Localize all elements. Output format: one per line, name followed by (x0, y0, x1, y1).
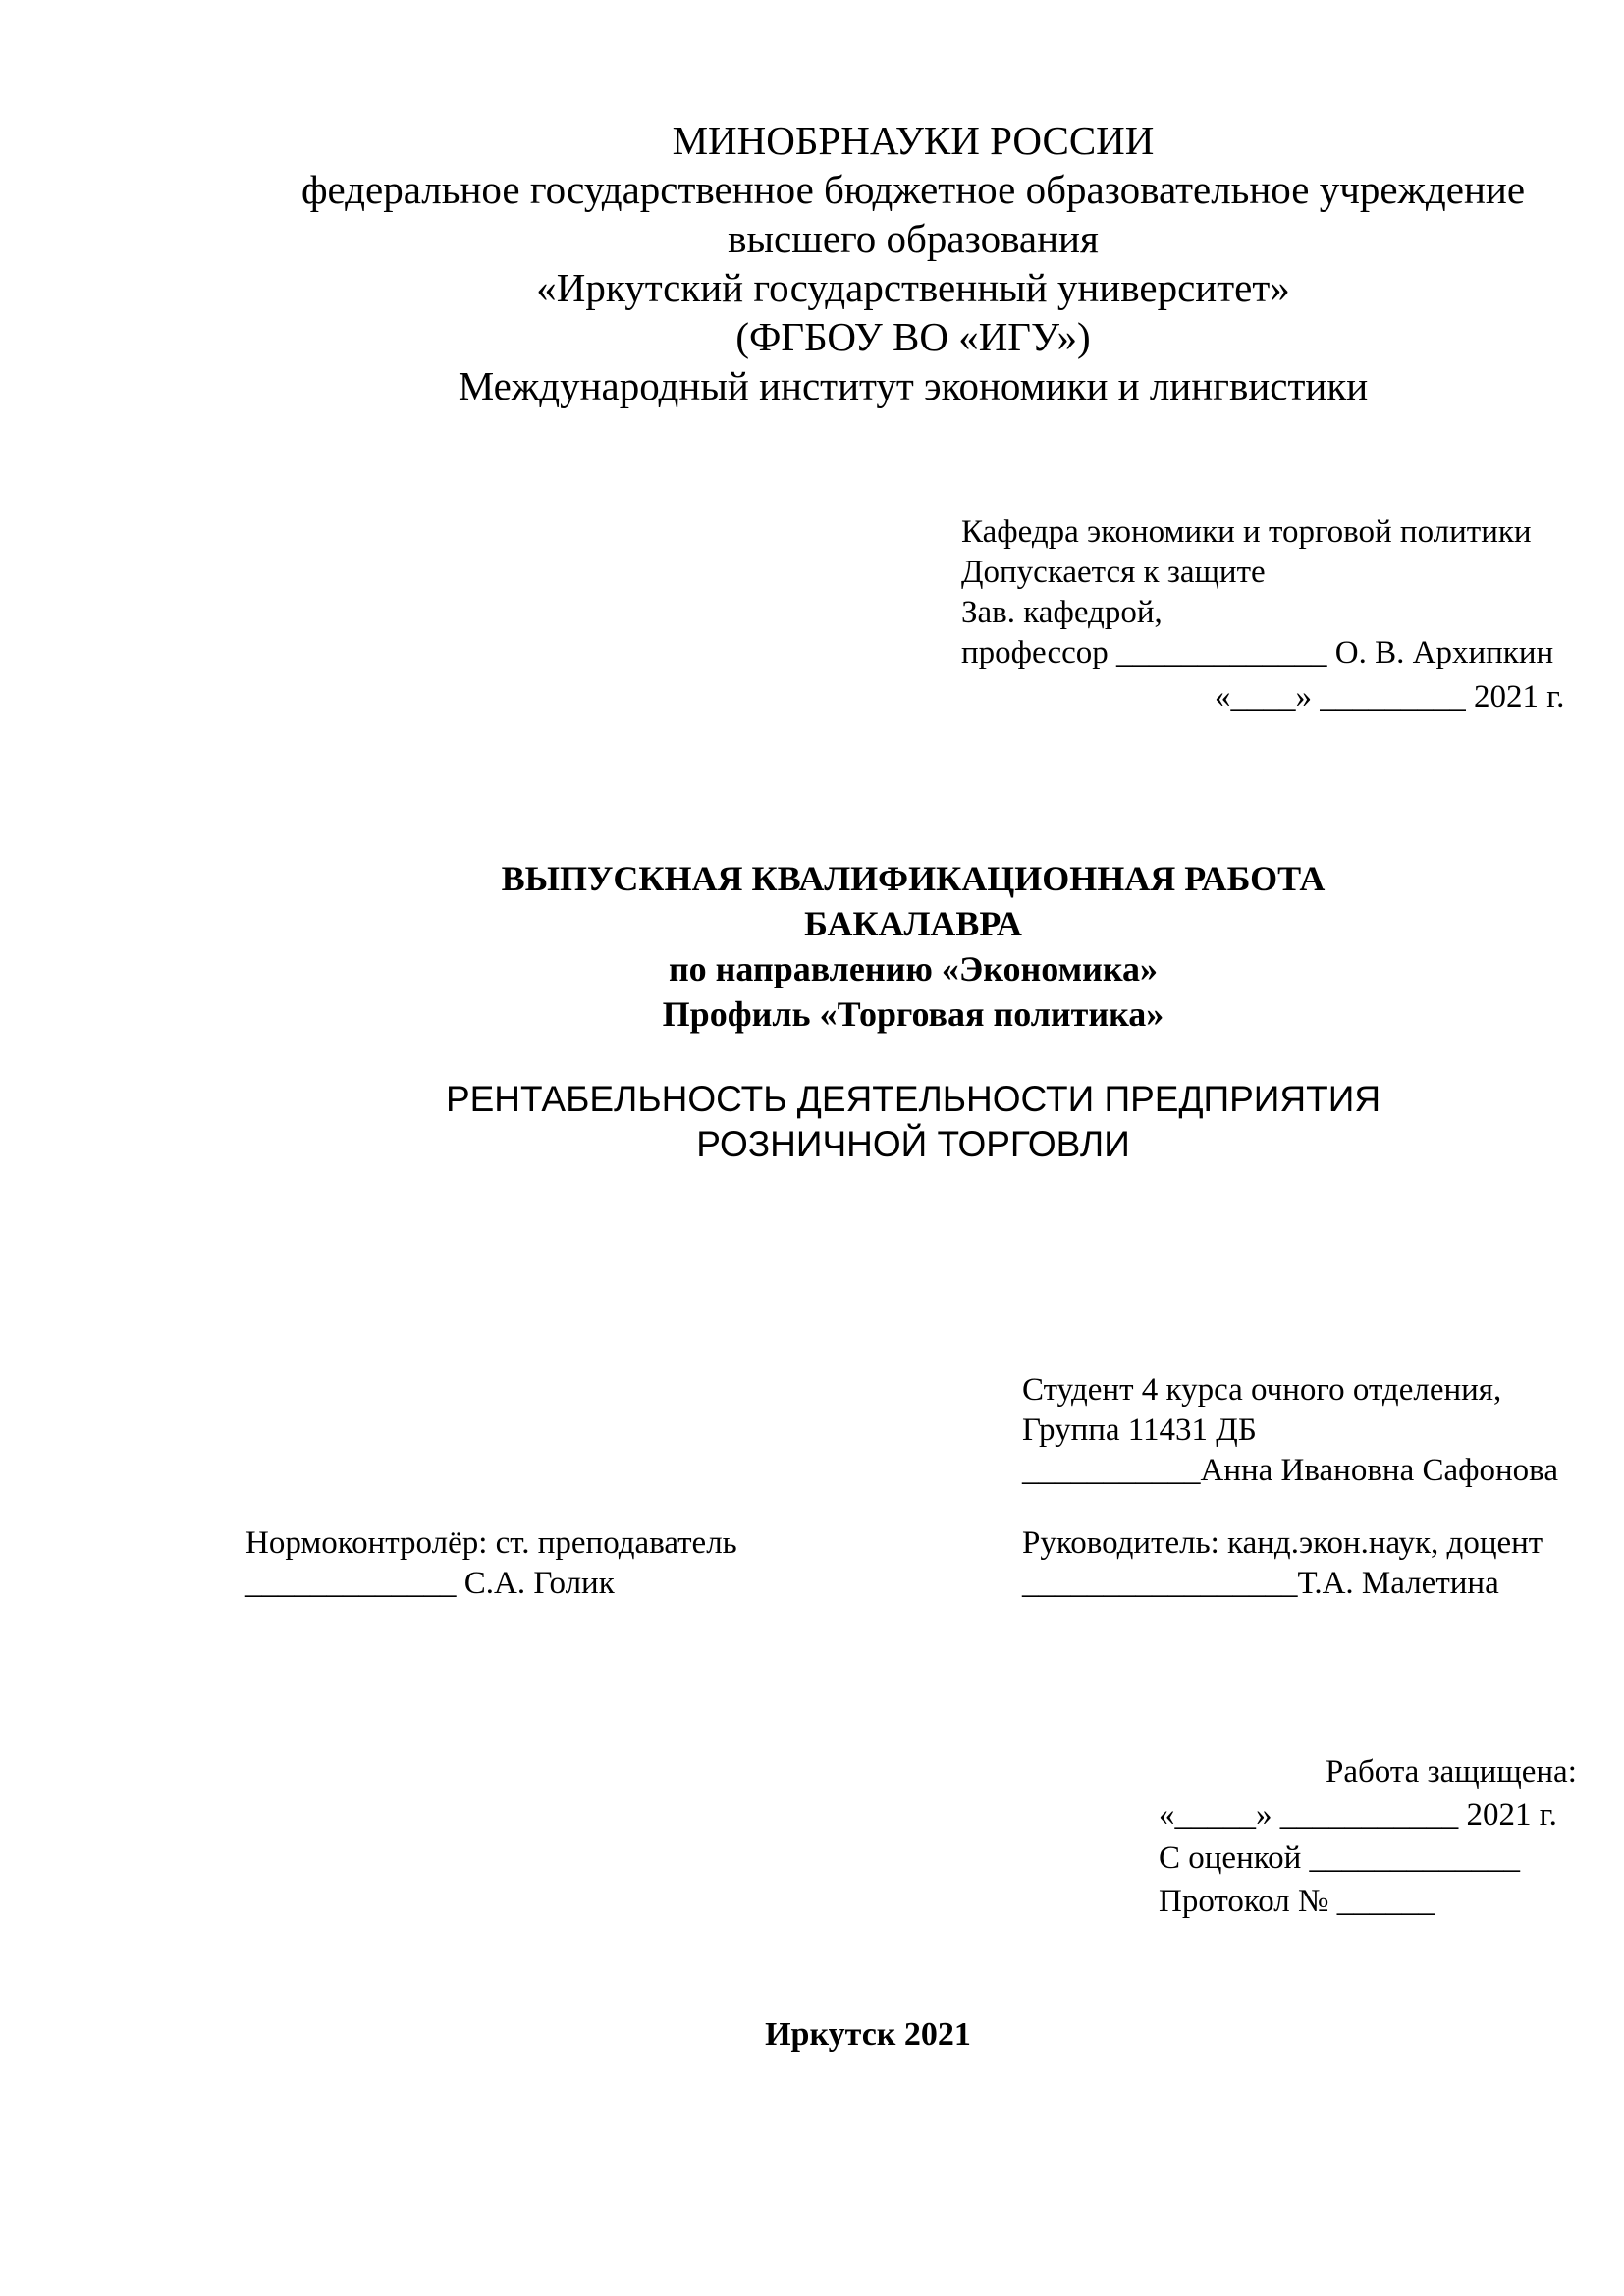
thesis-topic (0, 1077, 1624, 1167)
university-name: «Иркутский государственный университет» (536, 265, 1290, 310)
normocontroller-role: Нормоконтролёр: ст. преподаватель (245, 1525, 737, 1561)
department-name: Кафедра экономики и торговой политики (961, 514, 1532, 550)
normocontroller-block (245, 1523, 737, 1604)
defense-status: Работа защищена: (1326, 1754, 1577, 1789)
work-type-line1: ВЫПУСКНАЯ КВАЛИФИКАЦИОННАЯ РАБОТА (501, 859, 1326, 898)
work-type-line2: БАКАЛАВРА (804, 904, 1022, 943)
admission-text: Допускается к защите (961, 555, 1266, 590)
topic-line2: РОЗНИЧНОЙ ТОРГОВЛИ (696, 1124, 1130, 1164)
study-profile: Профиль «Торговая политика» (662, 994, 1164, 1034)
supervisor-signature-line: _________________Т.А. Малетина (1022, 1566, 1499, 1601)
student-block (1022, 1370, 1558, 1491)
professor-signature-line: профессор _____________ О. В. Архипкин (961, 635, 1554, 670)
supervisor-role: Руководитель: канд.экон.наук, доцент (1022, 1525, 1543, 1561)
defense-protocol-line: Протокол № ______ (1159, 1884, 1435, 1919)
student-course: Студент 4 курса очного отделения, (1022, 1372, 1502, 1408)
institution-type: федеральное государственное бюджетное образовательное учреждение (300, 167, 1526, 212)
normocontroller-signature-line: _____________ С.А. Голик (245, 1566, 615, 1601)
education-level: высшего образования (728, 216, 1099, 261)
student-signature-line: ___________Анна Ивановна Сафонова (1022, 1453, 1558, 1488)
topic-line1: РЕНТАБЕЛЬНОСТЬ ДЕЯТЕЛЬНОСТИ ПРЕДПРИЯТИЯ (445, 1079, 1381, 1119)
ministry-name: МИНОБРНАУКИ РОССИИ (672, 118, 1155, 163)
student-group: Группа 11431 ДБ (1022, 1413, 1257, 1448)
work-title (0, 856, 1624, 1037)
city-year: Иркутск 2021 (765, 2016, 971, 2053)
study-direction: по направлению «Экономика» (668, 949, 1159, 988)
approval-block (961, 512, 1565, 715)
defense-grade-line: С оценкой _____________ (1159, 1841, 1520, 1876)
institute-name: Международный институт экономики и лингвистики (458, 363, 1369, 408)
head-of-department: Зав. кафедрой, (961, 595, 1163, 630)
defense-block (1159, 1750, 1577, 1923)
supervisor-block (1022, 1523, 1543, 1604)
university-abbreviation: (ФГБОУ ВО «ИГУ») (735, 314, 1091, 359)
approval-date-line: «____» _________ 2021 г. (1215, 679, 1565, 715)
document-header (0, 116, 1624, 410)
defense-date-line: «_____» ___________ 2021 г. (1159, 1797, 1557, 1833)
